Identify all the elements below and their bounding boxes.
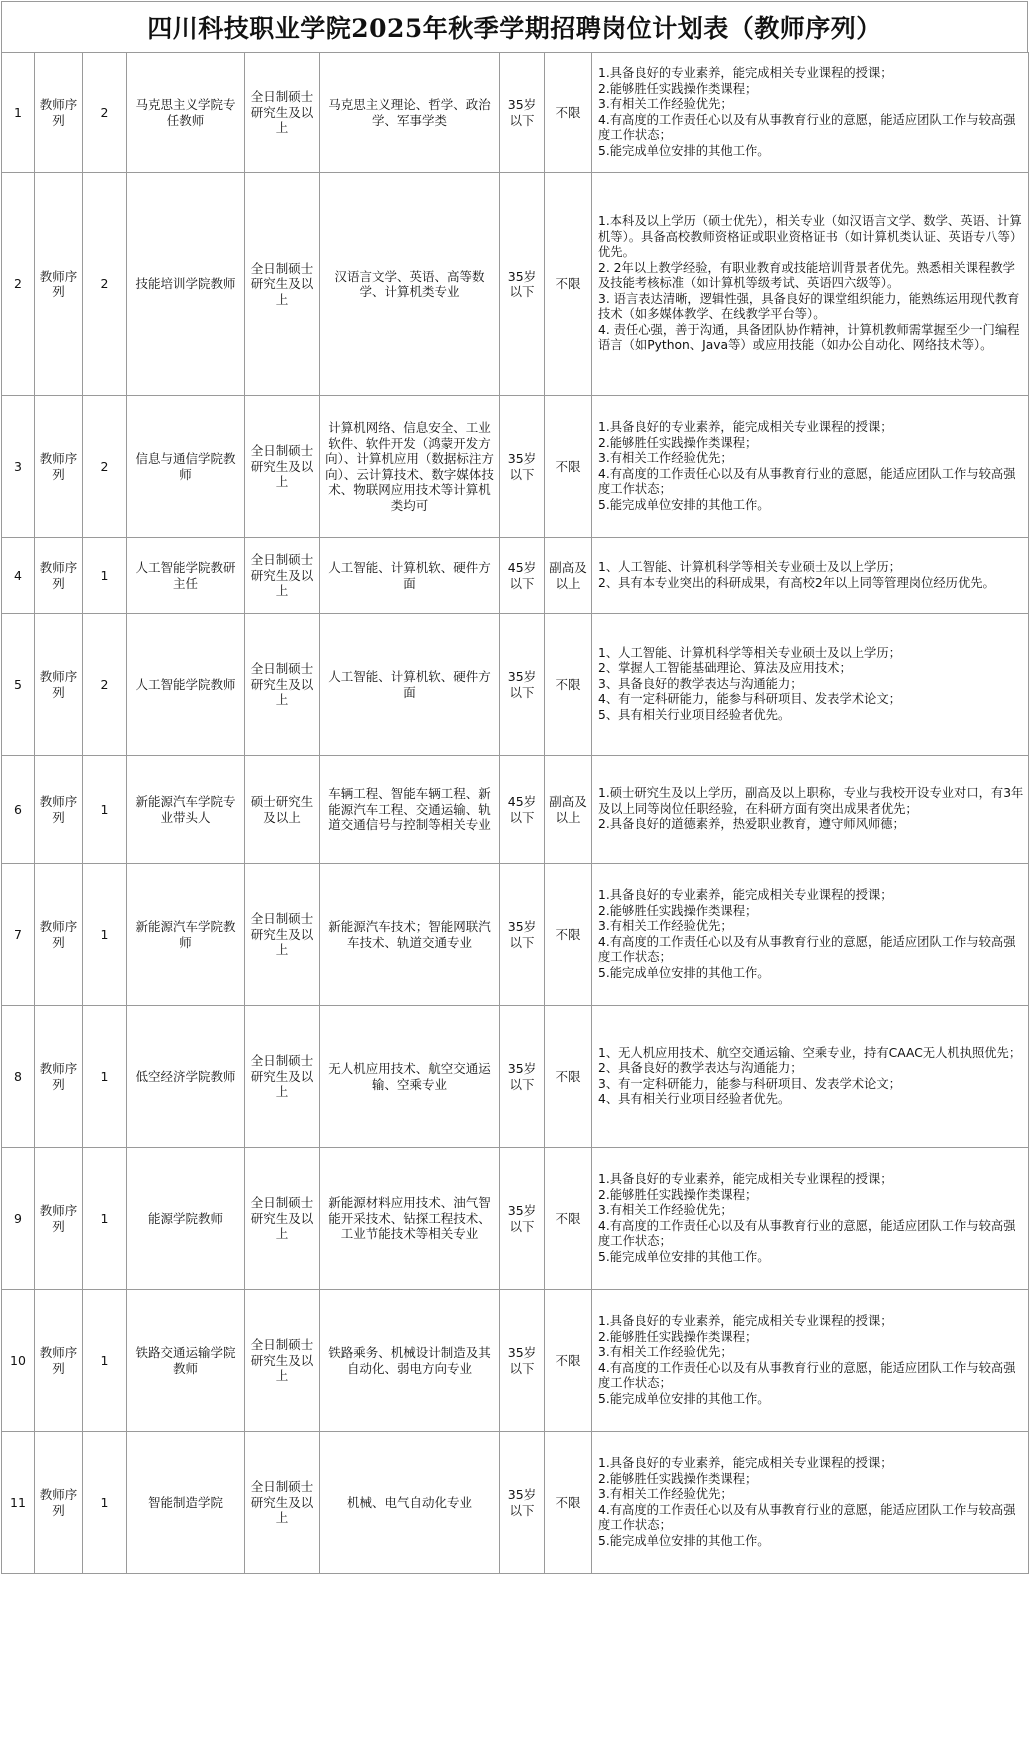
row-number: 8 (2, 1006, 35, 1148)
position-cell: 智能制造学院 (127, 1432, 245, 1574)
age-cell: 45岁以下 (500, 756, 545, 864)
requirements-cell: 1.具备良好的专业素养，能完成相关专业课程的授课； 2.能够胜任实践操作类课程； 3.有相关工作经验优先； 4.有高度的工作责任心以及有从事教育行业的意愿，能适应团队工作与较高强度工作状态； 5.能完成单位安排的其他工作。 (592, 53, 1029, 173)
education-cell: 全日制硕士研究生及以上 (245, 864, 320, 1006)
title-requirement-cell: 不限 (545, 173, 592, 396)
title-requirement-cell: 副高及以上 (545, 538, 592, 614)
education-cell: 硕士研究生及以上 (245, 756, 320, 864)
table-row (2, 1148, 1029, 1290)
table-row (2, 614, 1029, 756)
education-cell: 全日制硕士研究生及以上 (245, 614, 320, 756)
age-cell: 35岁以下 (500, 53, 545, 173)
recruitment-sheet (1, 1, 1028, 1574)
series-cell: 教师序列 (35, 614, 83, 756)
major-cell: 新能源材料应用技术、油气智能开采技术、钻探工程技术、工业节能技术等相关专业 (320, 1148, 500, 1290)
major-cell: 计算机网络、信息安全、工业软件、软件开发（鸿蒙开发方向）、计算机应用（数据标注方向）、云计算技术、数字媒体技术、物联网应用技术等计算机类均可 (320, 396, 500, 538)
position-cell: 新能源汽车学院专业带头人 (127, 756, 245, 864)
major-cell: 人工智能、计算机软、硬件方面 (320, 614, 500, 756)
series-cell: 教师序列 (35, 53, 83, 173)
title-requirement-cell: 副高及以上 (545, 756, 592, 864)
requirements-cell: 1.具备良好的专业素养，能完成相关专业课程的授课； 2.能够胜任实践操作类课程； 3.有相关工作经验优先； 4.有高度的工作责任心以及有从事教育行业的意愿，能适应团队工作与较高强度工作状态； 5.能完成单位安排的其他工作。 (592, 396, 1029, 538)
position-cell: 技能培训学院教师 (127, 173, 245, 396)
requirements-cell: 1.具备良好的专业素养，能完成相关专业课程的授课； 2.能够胜任实践操作类课程； 3.有相关工作经验优先； 4.有高度的工作责任心以及有从事教育行业的意愿，能适应团队工作与较高强度工作状态； 5.能完成单位安排的其他工作。 (592, 1148, 1029, 1290)
title-requirement-cell: 不限 (545, 396, 592, 538)
headcount-cell: 2 (83, 614, 127, 756)
title-requirement-cell: 不限 (545, 864, 592, 1006)
table-row (2, 1006, 1029, 1148)
major-cell: 机械、电气自动化专业 (320, 1432, 500, 1574)
table-row (2, 538, 1029, 614)
series-cell: 教师序列 (35, 864, 83, 1006)
requirements-cell: 1.具备良好的专业素养，能完成相关专业课程的授课； 2.能够胜任实践操作类课程； 3.有相关工作经验优先； 4.有高度的工作责任心以及有从事教育行业的意愿，能适应团队工作与较高强度工作状态； 5.能完成单位安排的其他工作。 (592, 864, 1029, 1006)
title-requirement-cell: 不限 (545, 1290, 592, 1432)
position-cell: 新能源汽车学院教师 (127, 864, 245, 1006)
headcount-cell: 2 (83, 396, 127, 538)
requirements-cell: 1、人工智能、计算机科学等相关专业硕士及以上学历； 2、掌握人工智能基础理论、算法及应用技术； 3、具备良好的教学表达与沟通能力； 4、有一定科研能力，能参与科研项目、发表学术论文； 5、具有相关行业项目经验者优先。 (592, 614, 1029, 756)
table-row (2, 1290, 1029, 1432)
requirements-cell: 1、人工智能、计算机科学等相关专业硕士及以上学历； 2、具有本专业突出的科研成果，有高校2年以上同等管理岗位经历优先。 (592, 538, 1029, 614)
position-cell: 能源学院教师 (127, 1148, 245, 1290)
age-cell: 45岁以下 (500, 538, 545, 614)
series-cell: 教师序列 (35, 1148, 83, 1290)
table-row (2, 1432, 1029, 1574)
title-requirement-cell: 不限 (545, 614, 592, 756)
headcount-cell: 2 (83, 53, 127, 173)
headcount-cell: 1 (83, 864, 127, 1006)
education-cell: 全日制硕士研究生及以上 (245, 538, 320, 614)
headcount-cell: 1 (83, 1290, 127, 1432)
page-title: 四川科技职业学院2025年秋季学期招聘岗位计划表（教师序列） (1, 1, 1028, 53)
major-cell: 汉语言文学、英语、高等数学、计算机类专业 (320, 173, 500, 396)
requirements-cell: 1.具备良好的专业素养，能完成相关专业课程的授课； 2.能够胜任实践操作类课程； 3.有相关工作经验优先； 4.有高度的工作责任心以及有从事教育行业的意愿，能适应团队工作与较高强度工作状态； 5.能完成单位安排的其他工作。 (592, 1290, 1029, 1432)
row-number: 6 (2, 756, 35, 864)
age-cell: 35岁以下 (500, 1432, 545, 1574)
table-row (2, 173, 1029, 396)
major-cell: 铁路乘务、机械设计制造及其自动化、弱电方向专业 (320, 1290, 500, 1432)
major-cell: 无人机应用技术、航空交通运输、空乘专业 (320, 1006, 500, 1148)
row-number: 1 (2, 53, 35, 173)
major-cell: 马克思主义理论、哲学、政治学、军事学类 (320, 53, 500, 173)
position-cell: 人工智能学院教师 (127, 614, 245, 756)
education-cell: 全日制硕士研究生及以上 (245, 1006, 320, 1148)
recruitment-table (1, 52, 1029, 1574)
row-number: 9 (2, 1148, 35, 1290)
education-cell: 全日制硕士研究生及以上 (245, 1432, 320, 1574)
title-requirement-cell: 不限 (545, 1148, 592, 1290)
series-cell: 教师序列 (35, 1432, 83, 1574)
title-requirement-cell: 不限 (545, 53, 592, 173)
major-cell: 车辆工程、智能车辆工程、新能源汽车工程、交通运输、轨道交通信号与控制等相关专业 (320, 756, 500, 864)
age-cell: 35岁以下 (500, 1006, 545, 1148)
age-cell: 35岁以下 (500, 1290, 545, 1432)
position-cell: 人工智能学院教研主任 (127, 538, 245, 614)
series-cell: 教师序列 (35, 1290, 83, 1432)
education-cell: 全日制硕士研究生及以上 (245, 173, 320, 396)
table-row (2, 396, 1029, 538)
position-cell: 马克思主义学院专任教师 (127, 53, 245, 173)
row-number: 3 (2, 396, 35, 538)
headcount-cell: 2 (83, 173, 127, 396)
series-cell: 教师序列 (35, 396, 83, 538)
table-row (2, 756, 1029, 864)
title-requirement-cell: 不限 (545, 1006, 592, 1148)
position-cell: 铁路交通运输学院教师 (127, 1290, 245, 1432)
requirements-cell: 1.本科及以上学历（硕士优先），相关专业（如汉语言文学、数学、英语、计算机等）。具备高校教师资格证或职业资格证书（如计算机类认证、英语专八等）优先。 2. 2年以上教学经验，有职业教育或技能培训背景者优先。熟悉相关课程教学及技能考核标准（如计算机等级考试、英语四六级等）。 3. 语言表达清晰，逻辑性强，具备良好的课堂组织能力，能熟练运用现代教育技术（如多媒体教学、在线教学平台等）。 4. 责任心强，善于沟通，具备团队协作精神，计算机教师需掌握至少一门编程语言（如Python、Java等）或应用技能（如办公自动化、网络技术等）。 (592, 173, 1029, 396)
series-cell: 教师序列 (35, 173, 83, 396)
education-cell: 全日制硕士研究生及以上 (245, 1290, 320, 1432)
row-number: 7 (2, 864, 35, 1006)
requirements-cell: 1.硕士研究生及以上学历，副高及以上职称，专业与我校开设专业对口，有3年及以上同等岗位任职经验，在科研方面有突出成果者优先； 2.具备良好的道德素养，热爱职业教育，遵守师风师德； (592, 756, 1029, 864)
position-cell: 信息与通信学院教师 (127, 396, 245, 538)
age-cell: 35岁以下 (500, 864, 545, 1006)
title-requirement-cell: 不限 (545, 1432, 592, 1574)
series-cell: 教师序列 (35, 1006, 83, 1148)
position-cell: 低空经济学院教师 (127, 1006, 245, 1148)
row-number: 4 (2, 538, 35, 614)
headcount-cell: 1 (83, 1006, 127, 1148)
education-cell: 全日制硕士研究生及以上 (245, 53, 320, 173)
age-cell: 35岁以下 (500, 173, 545, 396)
age-cell: 35岁以下 (500, 396, 545, 538)
headcount-cell: 1 (83, 1432, 127, 1574)
requirements-cell: 1、无人机应用技术、航空交通运输、空乘专业，持有CAAC无人机执照优先； 2、具备良好的教学表达与沟通能力； 3、有一定科研能力，能参与科研项目、发表学术论文； 4、具有相关行业项目经验者优先。 (592, 1006, 1029, 1148)
table-row (2, 864, 1029, 1006)
education-cell: 全日制硕士研究生及以上 (245, 396, 320, 538)
requirements-cell: 1.具备良好的专业素养，能完成相关专业课程的授课； 2.能够胜任实践操作类课程； 3.有相关工作经验优先； 4.有高度的工作责任心以及有从事教育行业的意愿，能适应团队工作与较高强度工作状态； 5.能完成单位安排的其他工作。 (592, 1432, 1029, 1574)
row-number: 10 (2, 1290, 35, 1432)
headcount-cell: 1 (83, 1148, 127, 1290)
series-cell: 教师序列 (35, 538, 83, 614)
major-cell: 新能源汽车技术；智能网联汽车技术、轨道交通专业 (320, 864, 500, 1006)
row-number: 5 (2, 614, 35, 756)
headcount-cell: 1 (83, 756, 127, 864)
age-cell: 35岁以下 (500, 1148, 545, 1290)
table-row (2, 53, 1029, 173)
row-number: 11 (2, 1432, 35, 1574)
age-cell: 35岁以下 (500, 614, 545, 756)
education-cell: 全日制硕士研究生及以上 (245, 1148, 320, 1290)
headcount-cell: 1 (83, 538, 127, 614)
series-cell: 教师序列 (35, 756, 83, 864)
row-number: 2 (2, 173, 35, 396)
major-cell: 人工智能、计算机软、硬件方面 (320, 538, 500, 614)
